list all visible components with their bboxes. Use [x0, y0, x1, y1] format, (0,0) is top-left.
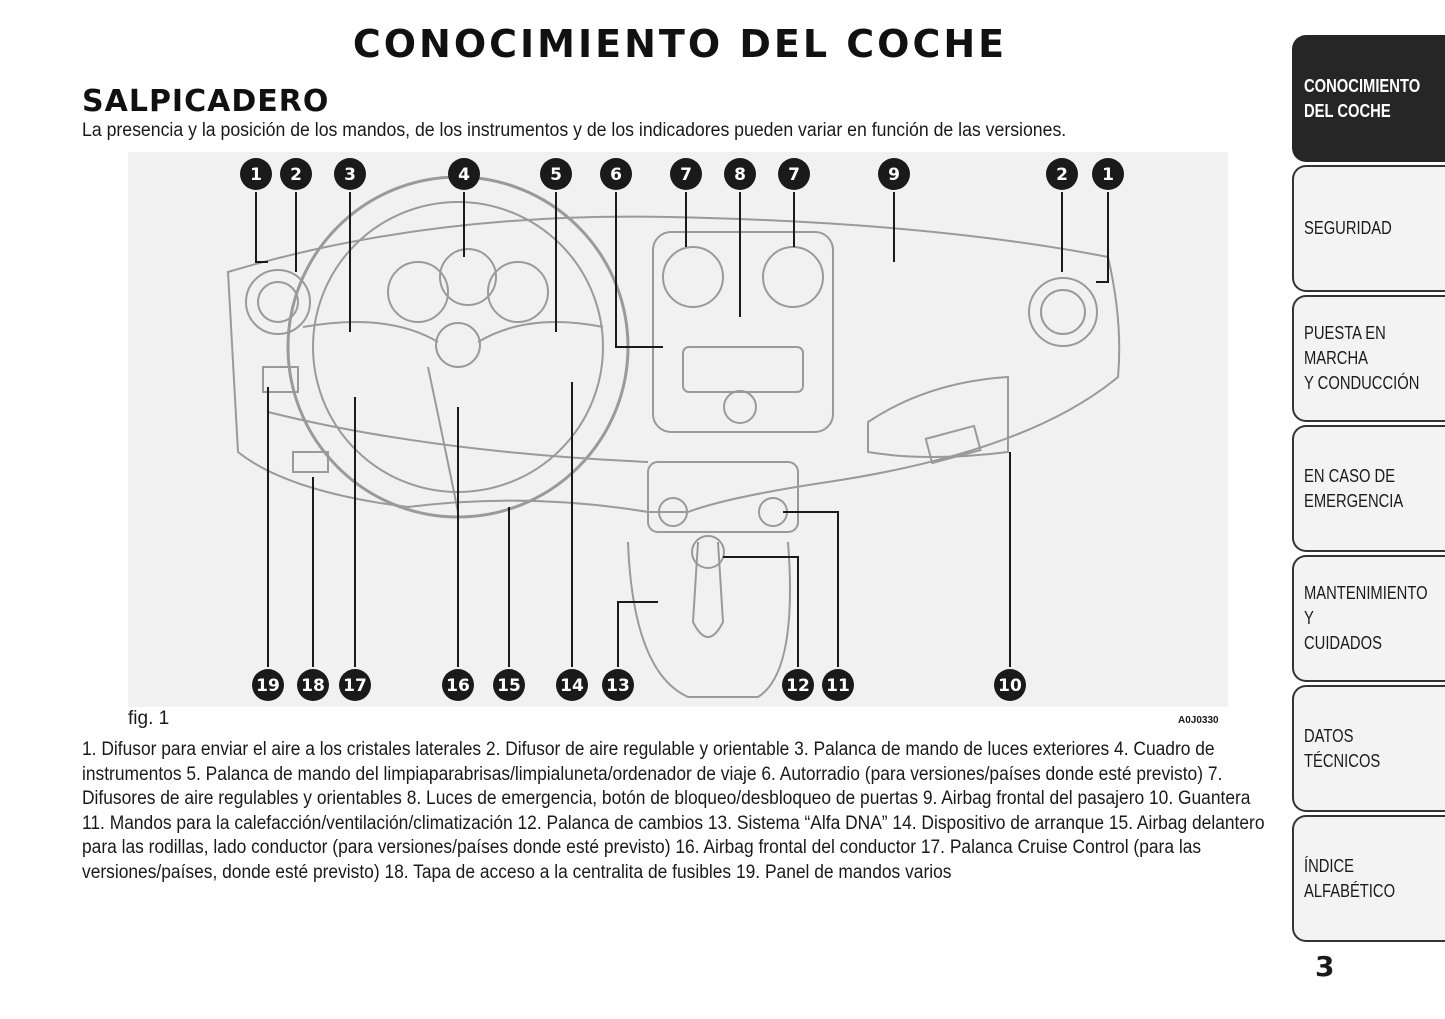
callout-4 [448, 158, 480, 190]
tab-mantenimiento[interactable] [1292, 555, 1445, 682]
tab-label: ÍNDICE ALFABÉTICO [1304, 855, 1396, 901]
svg-text:17: 17 [343, 676, 367, 696]
tab-label: CONOCIMIENTO DEL COCHE [1304, 75, 1421, 121]
dashboard-illustration [128, 152, 1228, 707]
figure-code: A0J0330 [1178, 715, 1219, 726]
svg-text:13: 13 [606, 676, 630, 696]
callout-19 [252, 669, 284, 701]
callout-3 [334, 158, 366, 190]
callout-15 [493, 669, 525, 701]
callout-1-left [240, 158, 272, 190]
tab-label: SEGURIDAD [1304, 218, 1392, 238]
callout-7-left [670, 158, 702, 190]
intro-text: La presencia y la posición de los mandos, de los instrumentos y de los indicadores pueden variar en función de las versiones. [82, 120, 1067, 141]
callout-7-right [778, 158, 810, 190]
svg-text:1: 1 [1102, 165, 1114, 185]
svg-text:6: 6 [610, 165, 622, 185]
tab-conocimiento-del-coche[interactable] [1292, 35, 1445, 162]
svg-text:11: 11 [826, 676, 850, 696]
svg-text:14: 14 [560, 676, 584, 696]
section-title: SALPICADERO [82, 84, 330, 119]
svg-text:15: 15 [497, 676, 521, 696]
figure-label: fig. 1 [128, 708, 170, 729]
callout-5 [540, 158, 572, 190]
callout-18 [297, 669, 329, 701]
svg-text:8: 8 [734, 165, 746, 185]
callout-17 [339, 669, 371, 701]
page-title: CONOCIMIENTO DEL COCHE [352, 22, 1008, 66]
tab-label: EN CASO DE EMERGENCIA [1304, 465, 1404, 511]
callout-8 [724, 158, 756, 190]
tab-label: DATOS TÉCNICOS [1304, 725, 1381, 771]
callout-14 [556, 669, 588, 701]
callout-16 [442, 669, 474, 701]
callout-6 [600, 158, 632, 190]
callout-2-left [280, 158, 312, 190]
callout-13 [602, 669, 634, 701]
svg-text:2: 2 [1056, 165, 1068, 185]
tab-indice-alfabetico[interactable] [1292, 815, 1445, 942]
callout-11 [822, 669, 854, 701]
page-number: 3 [1315, 950, 1335, 983]
callout-1-right [1092, 158, 1124, 190]
svg-text:16: 16 [446, 676, 470, 696]
svg-text:9: 9 [888, 165, 900, 185]
svg-text:19: 19 [256, 676, 280, 696]
svg-text:7: 7 [788, 165, 800, 185]
svg-text:5: 5 [550, 165, 562, 185]
callout-10 [994, 669, 1026, 701]
svg-text:1: 1 [250, 165, 262, 185]
svg-text:4: 4 [458, 165, 470, 185]
callout-12 [782, 669, 814, 701]
tab-datos-tecnicos[interactable] [1292, 685, 1445, 812]
tab-en-caso-de-emergencia[interactable] [1292, 425, 1445, 552]
svg-text:12: 12 [786, 676, 810, 696]
tab-seguridad[interactable] [1292, 165, 1445, 292]
svg-text:7: 7 [680, 165, 692, 185]
svg-text:10: 10 [998, 676, 1022, 696]
tab-label: MANTENIMIENTO Y CUIDADOS [1304, 583, 1428, 653]
callout-9 [878, 158, 910, 190]
dashboard-figure [128, 152, 1228, 707]
svg-text:3: 3 [344, 165, 356, 185]
svg-text:18: 18 [301, 676, 325, 696]
tab-label: PUESTA EN MARCHA Y CONDUCCIÓN [1304, 323, 1420, 393]
figure-legend: 1. Difusor para enviar el aire a los cristales laterales 2. Difusor de aire regulable y orientable 3. Palanca de mando de luces exteriores 4. Cuadro de instrumentos 5. Palanca de mando del limpiaparabrisas/limpialuneta/ordenador de viaje 6. Autorradio (para versiones/países donde esté previsto) 7. Difusores de aire regulables y orientables 8. Luces de emergencia, botón de bloqueo/desbloqueo de puertas 9. Airbag frontal del pasajero 10. Guantera 11. Mandos para la calefacción/ventilación/climatización 12. Palanca de cambios 13. Sistema “Alfa DNA” 14. Dispositivo de arranque 15. Airbag delantero para las rodillas, lado conductor (para versiones/países donde esté previsto) 16. Airbag frontal del conductor 17. Palanca Cruise Control (para las versiones/países, donde esté previsto) 18. Tapa de acceso a la centralita de fusibles 19. Panel de mandos varios [82, 739, 1265, 883]
tab-puesta-en-marcha[interactable] [1292, 295, 1445, 422]
svg-text:2: 2 [290, 165, 302, 185]
callout-2-right [1046, 158, 1078, 190]
